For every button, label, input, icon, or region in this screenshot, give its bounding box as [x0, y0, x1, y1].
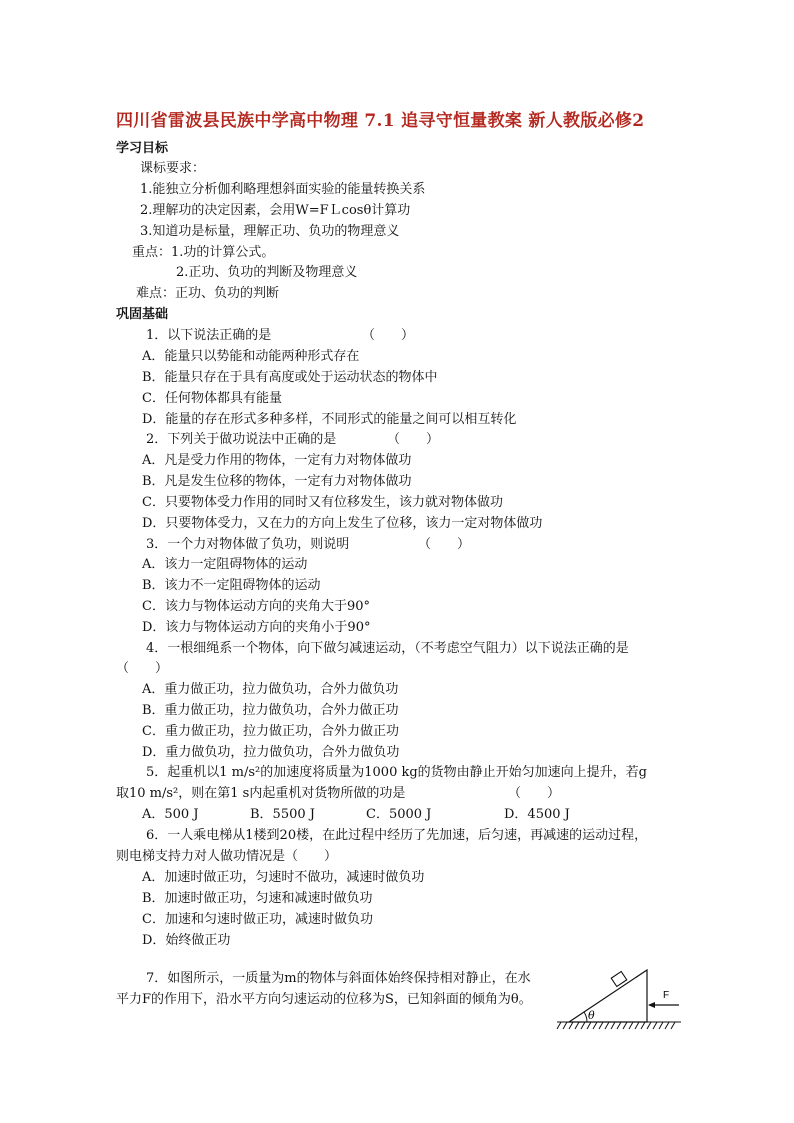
objective-item: 1.能独立分析伽利略理想斜面实验的能量转换关系: [140, 182, 426, 197]
question-stem: 3．一个力对物体做了负功，则说明: [146, 537, 350, 552]
question-option: A．重力做正功，拉力做负功，合外力做负功: [142, 682, 399, 697]
question-option: C．任何物体都具有能量: [142, 391, 282, 406]
answer-paren: （ ）: [508, 786, 561, 801]
question-option: C．重力做正功，拉力做正功，合外力做正功: [142, 724, 399, 739]
question-option: A．500 J: [142, 807, 199, 822]
question-option: C．加速和匀速时做正功，减速时做负功: [142, 912, 373, 927]
question-option: B．凡是发生位移的物体，一定有力对物体做功: [142, 474, 412, 489]
answer-paren: （ ）: [116, 661, 169, 676]
question-option: D．4500 J: [504, 807, 570, 822]
force-arrowhead: [648, 1002, 655, 1008]
question-option: B．5500 J: [250, 807, 315, 822]
force-label: F: [663, 990, 670, 1001]
block: [611, 972, 627, 987]
angle-arc: [584, 1012, 587, 1022]
basics-heading: 巩固基础: [116, 307, 169, 322]
question-option: A．该力一定阻碍物体的运动: [142, 557, 308, 572]
question-option: D．能量的存在形式多种多样，不同形式的能量之间可以相互转化: [142, 412, 517, 427]
question-option: B．重力做正功，拉力做负功，合外力做正功: [142, 703, 399, 718]
curriculum-requirements-label: 课标要求：: [140, 161, 206, 176]
question-stem: 5．起重机以1 m/s²的加速度将质量为1000 kg的货物由静止开始匀加速向上提升，若g: [146, 765, 648, 780]
question-stem: 取10 m/s²，则在第1 s内起重机对货物所做的功是: [116, 786, 406, 801]
question-option: D．该力与物体运动方向的夹角小于90°: [142, 620, 371, 635]
key-points: 重点：1.功的计算公式。: [132, 245, 275, 260]
question-stem: 1．以下说法正确的是: [146, 328, 272, 343]
question-option: A．能量只以势能和动能两种形式存在: [142, 349, 360, 364]
answer-paren: （ ）: [362, 328, 415, 343]
question-option: C．5000 J: [366, 807, 432, 822]
question-option: B．加速时做正功，匀速和减速时做负功: [142, 891, 373, 906]
question-option: B．该力不一定阻碍物体的运动: [142, 578, 321, 593]
incline-wedge: [569, 970, 647, 1022]
key-point-item: 2.正功、负功的判断及物理意义: [176, 265, 358, 280]
question-option: C．只要物体受力作用的同时又有位移发生，该力就对物体做功: [142, 495, 503, 510]
objective-item: 3.知道功是标量，理解正功、负功的物理意义: [140, 224, 400, 239]
objectives-heading: 学习目标: [116, 141, 169, 156]
question-option: B．能量只存在于具有高度或处于运动状态的物体中: [142, 370, 438, 385]
question-option: C．该力与物体运动方向的夹角大于90°: [142, 599, 370, 614]
ground-hatching: [557, 1022, 681, 1029]
angle-label: θ: [588, 1009, 595, 1022]
incline-figure: [555, 960, 685, 1040]
question-stem: 则电梯支持力对人做功情况是（ ）: [116, 849, 338, 864]
document-title: 四川省雷波县民族中学高中物理 7.1 追寻守恒量教案 新人教版必修2: [116, 111, 645, 131]
question-stem: 平力F的作用下，沿水平方向匀速运动的位移为S，已知斜面的倾角为θ。: [116, 992, 532, 1007]
objective-item: 2.理解功的决定因素，会用W=FＬcosθ计算功: [140, 203, 411, 218]
answer-paren: （ ）: [387, 432, 440, 447]
question-stem: 2．下列关于做功说法中正确的是: [146, 432, 337, 447]
question-option: D．重力做负功，拉力做负功，合外力做负功: [142, 745, 400, 760]
question-option: D．只要物体受力，又在力的方向上发生了位移，该力一定对物体做功: [142, 516, 543, 531]
question-option: D．始终做正功: [142, 933, 231, 948]
answer-paren: （ ）: [418, 537, 471, 552]
question-stem: 7．如图所示，一质量为m的物体与斜面体始终保持相对静止，在水: [146, 971, 531, 986]
question-stem: 6．一人乘电梯从1楼到20楼，在此过程中经历了先加速，后匀速，再减速的运动过程，: [146, 828, 648, 843]
question-option: A．凡是受力作用的物体，一定有力对物体做功: [142, 453, 412, 468]
difficult-points: 难点：正功、负功的判断: [136, 286, 280, 301]
question-option: A．加速时做正功，匀速时不做功，减速时做负功: [142, 870, 425, 885]
question-stem: 4．一根细绳系一个物体，向下做匀减速运动，（不考虑空气阻力）以下说法正确的是: [146, 641, 629, 656]
